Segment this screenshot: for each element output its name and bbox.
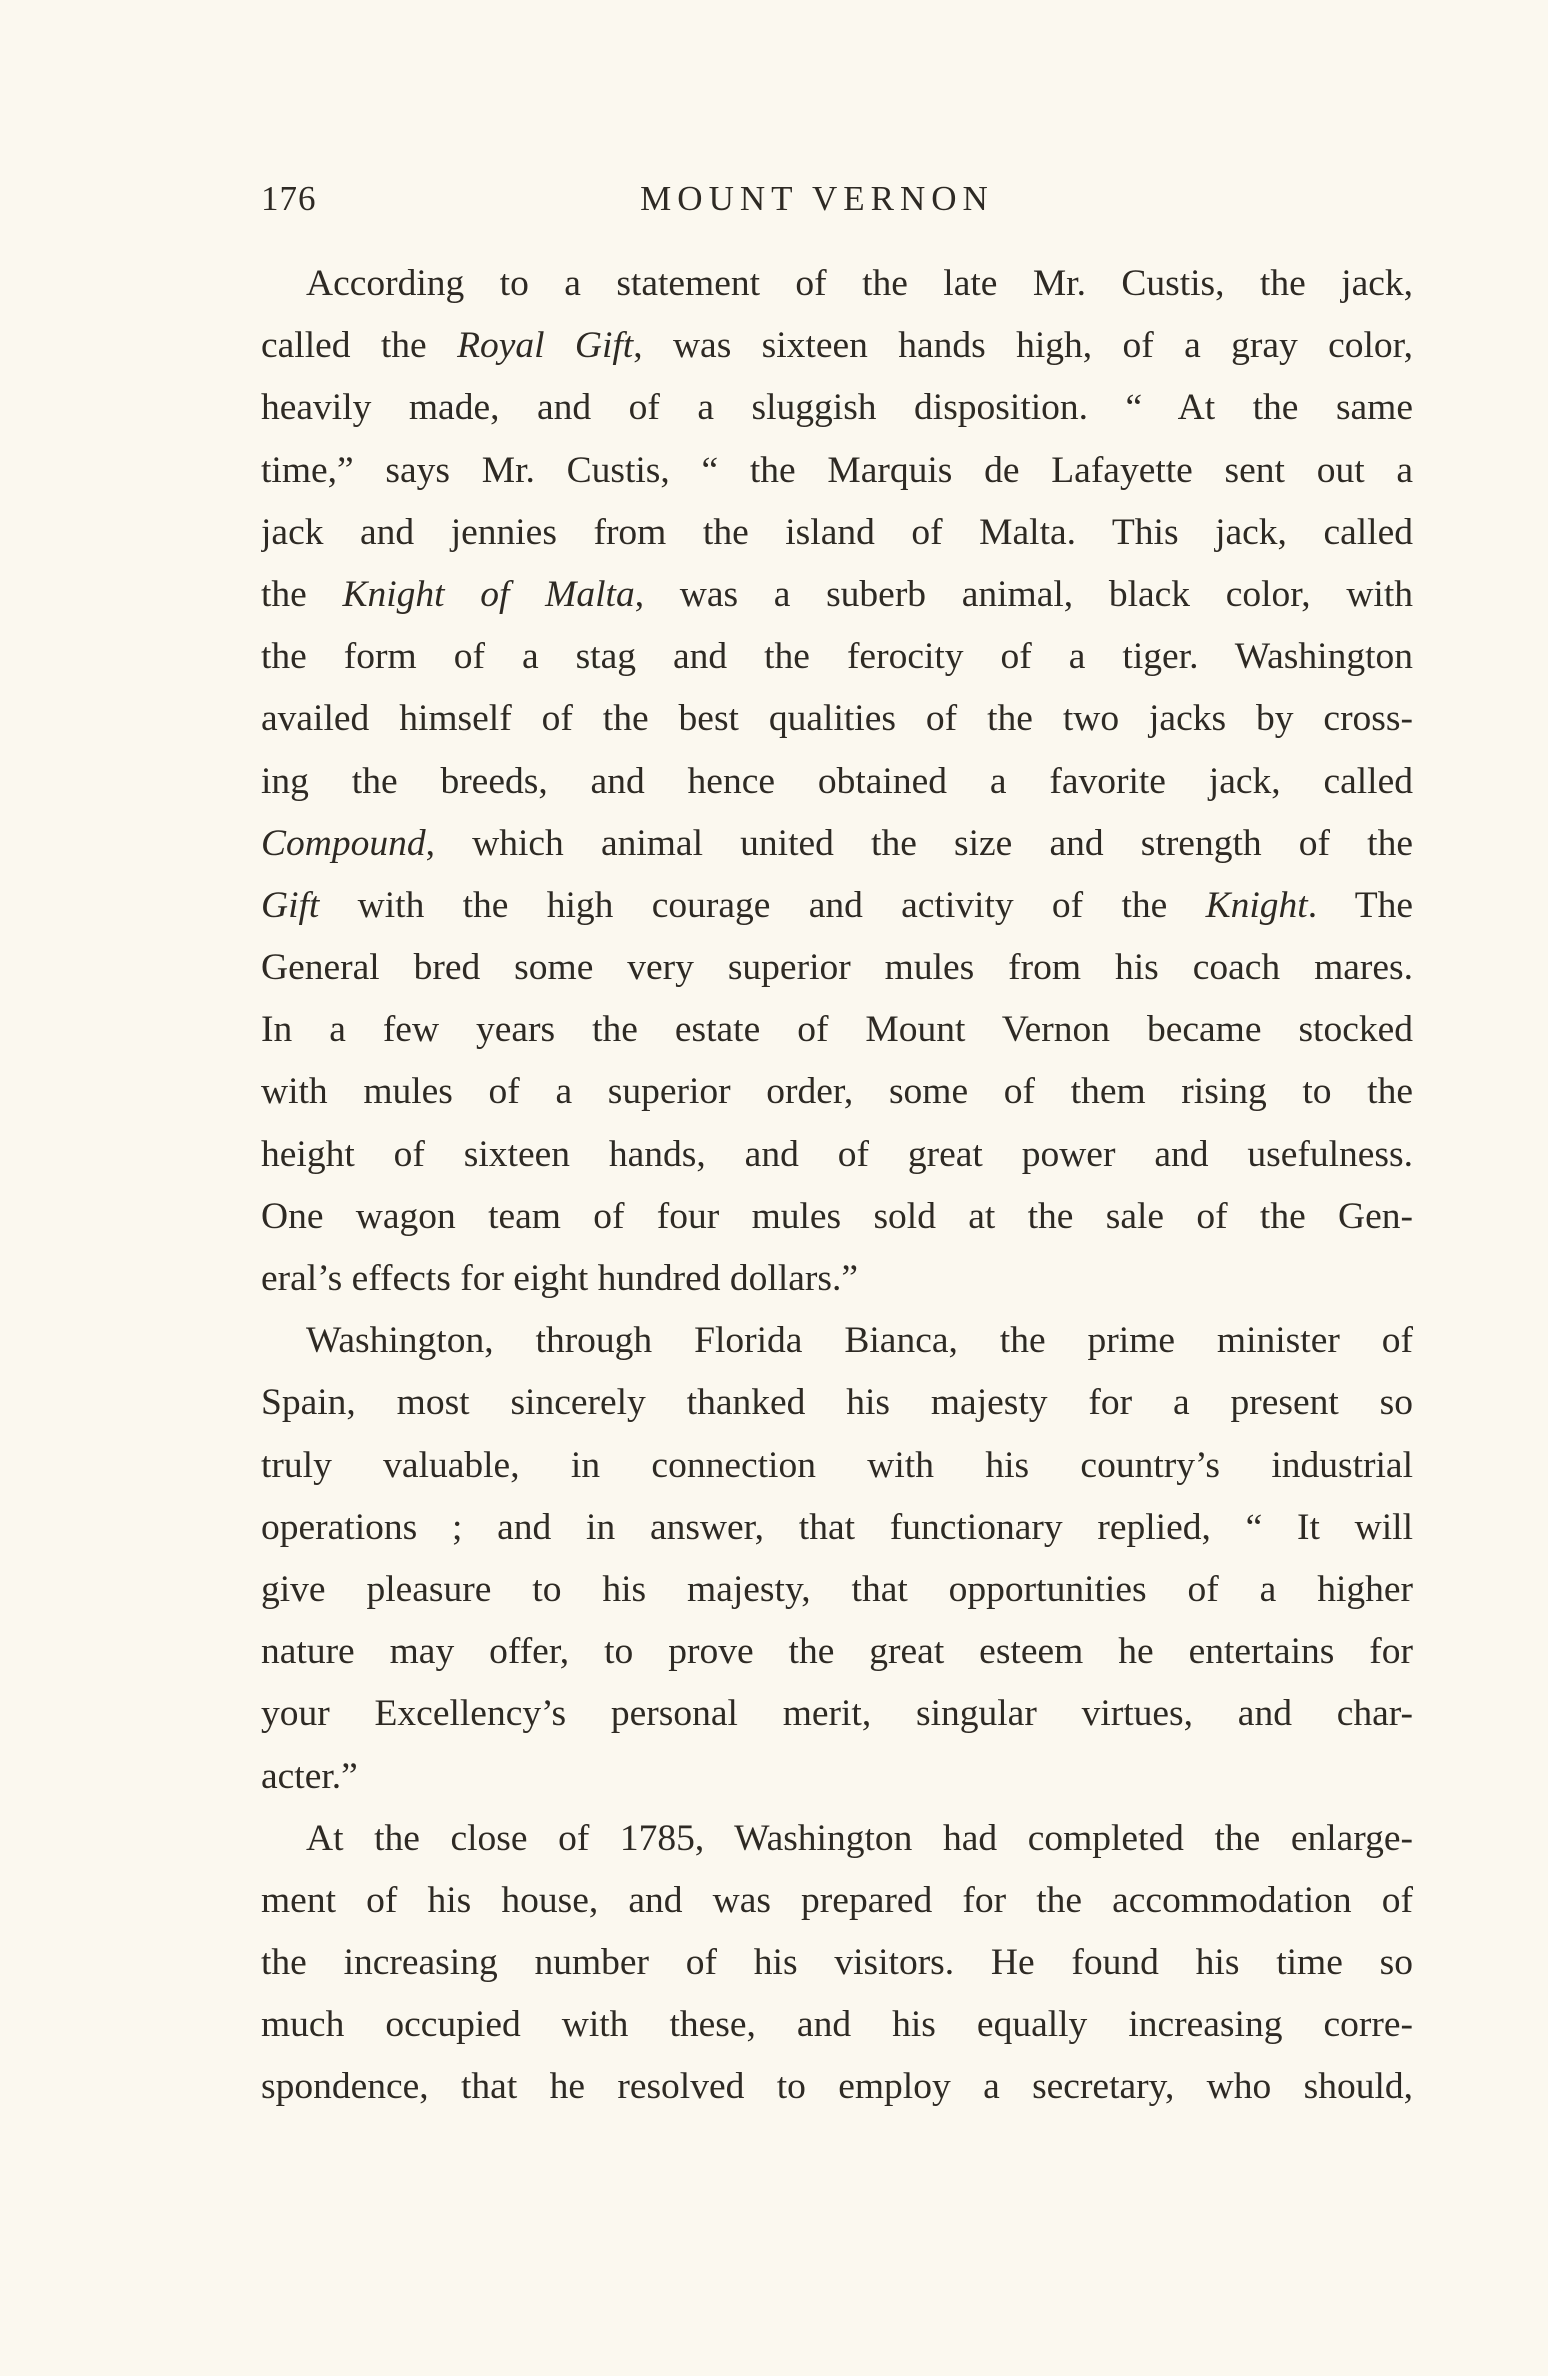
text-line [261, 1683, 1413, 1745]
text-line [261, 564, 1413, 626]
text-segment: availed himself of the best qualities of the two jacks by cross- [261, 698, 1413, 740]
text-line [261, 937, 1413, 999]
text-line [261, 1061, 1413, 1123]
italic-text: Knight of Malta [342, 573, 635, 615]
text-line [261, 377, 1413, 439]
text-segment: time,” says Mr. Custis, “ the Marquis de Lafayette sent out a [261, 449, 1413, 491]
text-line [261, 1124, 1413, 1186]
text-segment: heavily made, and of a sluggish disposition. “ At the same [261, 387, 1413, 429]
text-segment: truly valuable, in connection with his country’s industrial [261, 1444, 1413, 1486]
text-line [261, 751, 1413, 813]
text-segment: the increasing number of his visitors. He found his time so [261, 1942, 1413, 1984]
text-line [261, 688, 1413, 750]
text-segment: , was a suberb animal, black color, with [634, 573, 1413, 615]
text-line [261, 1497, 1413, 1559]
text-segment: Washington, through Florida Bianca, the prime minister of [306, 1320, 1413, 1362]
text-line [261, 440, 1413, 502]
text-segment: ment of his house, and was prepared for the accommodation of [261, 1879, 1413, 1921]
text-line [261, 1186, 1413, 1248]
text-segment: jack and jennies from the island of Malta. This jack, called [261, 511, 1413, 553]
text-line [261, 1621, 1413, 1683]
text-line [261, 1870, 1413, 1932]
text-segment: eral’s effects for eight hundred dollars.” [261, 1258, 858, 1299]
text-line [261, 1435, 1413, 1497]
italic-text: Knight [1205, 884, 1308, 926]
text-line [261, 1372, 1413, 1434]
text-line [261, 2056, 1413, 2118]
text-line [261, 315, 1413, 377]
text-segment: . The [1307, 884, 1413, 926]
text-line [261, 1248, 1413, 1310]
text-line [261, 626, 1413, 688]
italic-text: Gift [261, 884, 320, 926]
text-line [261, 999, 1413, 1061]
text-segment: operations ; and in answer, that functionary replied, “ It will [261, 1506, 1413, 1548]
page-number: 176 [261, 179, 317, 218]
running-title: MOUNT VERNON [640, 179, 994, 218]
text-segment: with the high courage and activity of the [319, 884, 1206, 926]
text-line [261, 502, 1413, 564]
text-segment: spondence, that he resolved to employ a secretary, who should, [261, 2066, 1413, 2108]
text-segment: much occupied with these, and his equally increasing corre- [261, 2004, 1413, 2046]
text-segment: the form of a stag and the ferocity of a tiger. Washington [261, 636, 1413, 678]
text-segment: with mules of a superior order, some of them rising to the [261, 1071, 1413, 1113]
text-line [261, 875, 1413, 937]
text-segment: , was sixteen hands high, of a gray color, [633, 325, 1413, 367]
text-line [261, 1808, 1413, 1870]
text-segment: Spain, most sincerely thanked his majesty for a present so [261, 1382, 1413, 1424]
text-segment: called the [261, 325, 458, 367]
text-line [261, 253, 1413, 315]
text-segment: give pleasure to his majesty, that opportunities of a higher [261, 1568, 1413, 1610]
text-segment: the [261, 573, 343, 615]
italic-text: Compound [261, 822, 426, 864]
text-segment: ing the breeds, and hence obtained a favorite jack, called [261, 760, 1413, 802]
text-segment: your Excellency’s personal merit, singular virtues, and char- [261, 1693, 1413, 1735]
text-segment: According to a statement of the late Mr. Custis, the jack, [306, 263, 1413, 304]
text-line [261, 1559, 1413, 1621]
body-text [261, 253, 1413, 2119]
text-segment: One wagon team of four mules sold at the sale of the Gen- [261, 1195, 1413, 1237]
text-line [261, 1994, 1413, 2056]
text-line [261, 1746, 1413, 1808]
text-line [261, 1310, 1413, 1372]
text-line [261, 1932, 1413, 1994]
text-line [261, 813, 1413, 875]
italic-text: Royal Gift [457, 325, 634, 367]
running-head [261, 174, 1413, 224]
text-segment: nature may offer, to prove the great esteem he entertains for [261, 1631, 1413, 1673]
text-segment: General bred some very superior mules from his coach mares. [261, 947, 1413, 989]
text-segment: acter.” [261, 1755, 358, 1797]
text-segment: At the close of 1785, Washington had completed the enlarge- [306, 1817, 1413, 1859]
text-segment: In a few years the estate of Mount Vernon became stocked [261, 1009, 1413, 1051]
text-segment: , which animal united the size and strength of the [425, 822, 1413, 864]
text-segment: height of sixteen hands, and of great power and usefulness. [261, 1133, 1413, 1175]
